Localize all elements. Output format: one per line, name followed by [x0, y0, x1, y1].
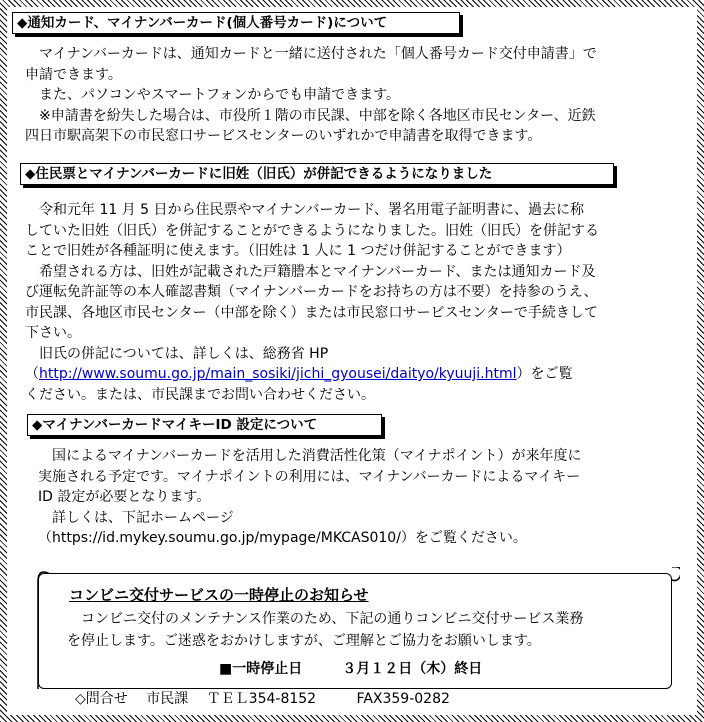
section1-line: 四日市駅高架下の市民窓口サービスセンターのいずれかで申請書を取得できます。	[25, 128, 542, 144]
link-prefix: （	[25, 366, 39, 382]
section2-line: 希望される方は、旧姓が記載された戸籍謄本とマイナンバーカード、または通知カード及	[25, 263, 596, 280]
notice-title: コンビニ交付サービスの一時停止のお知らせ	[69, 586, 369, 604]
stop-date-row	[219, 658, 482, 678]
section2-line: び運転免許証等の本人確認書類（マイナンバーカードをお持ちの方は不要）を持参のうえ、	[25, 284, 598, 300]
section2-line: していた旧姓（旧氏）を併記することができるようになりました。旧姓（旧氏）を併記する	[25, 222, 599, 239]
section2-line: 市民課、各地区市民センター（中部を除く）または市民窓口サービスセンターで手続きして	[25, 304, 598, 321]
section2-line: ください。または、市民課までお問い合わせください。	[25, 386, 375, 403]
section3-body	[38, 446, 581, 549]
section1-line: マイナンバーカードは、通知カードと一緒に送付された「個人番号カード交付申請書」で	[25, 46, 597, 62]
section3-line: （https://id.mykey.soumu.go.jp/mypage/MKCAS010/）をご覧ください。	[38, 530, 527, 546]
section1-body	[25, 44, 597, 147]
section2-line: 下さい。	[25, 325, 81, 341]
section3-line: ID 設定が必要となります。	[38, 489, 211, 505]
notice-line: を停止します。ご迷惑をおかけしますが、ご理解とご協力をお願いします。	[67, 633, 541, 649]
notice-line: コンビニ交付のメンテナンス作業のため、下記の通りコンビニ交付サービス業務	[67, 611, 584, 627]
contact-row	[75, 688, 464, 708]
contact-tel: ＴＥＬ354-8152	[206, 691, 317, 707]
section3-line: 国によるマイナンバーカードを活用した消費活性化策（マイナポイント）が来年度に	[38, 448, 582, 464]
link-suffix: ）をご覧	[516, 366, 573, 382]
section3-line: 実施される予定です。マイナポイントの利用には、マイナンバーカードによるマイキー	[38, 468, 581, 485]
soumu-link[interactable]: http://www.soumu.go.jp/main_sosiki/jichi_gyousei/daityo/kyuuji.html	[39, 366, 517, 382]
contact-label: ◇問合せ	[75, 691, 128, 707]
section1-line: また、パソコンやスマートフォンからでも申請できます。	[25, 87, 401, 103]
section3-heading-text: ◆マイナンバーカードマイキーID 設定について	[32, 417, 318, 433]
section2-heading	[20, 163, 614, 185]
notice-box	[38, 573, 672, 689]
section3-heading	[27, 414, 382, 436]
notice-text	[67, 608, 583, 652]
section2-line: ことで旧姓が各種証明に使えます。（旧姓は 1 人に 1 つだけ併記することができます）	[25, 243, 571, 259]
stop-date: ３月１２日（木）終日	[342, 661, 483, 677]
section3-line: 詳しくは、下記ホームページ	[38, 509, 234, 526]
notice-scroll	[30, 567, 680, 689]
section2-body	[25, 200, 599, 405]
section2-line: 令和元年 11 月 5 日から住民票やマイナンバーカード、署名用電子証明書に、過去に称	[25, 202, 585, 218]
section2-line: 旧氏の併記については、詳しくは、総務省 HP	[25, 345, 329, 362]
contact-fax: FAX359-0282	[356, 691, 450, 707]
section1-heading	[12, 12, 460, 34]
stop-label: ■一時停止日	[219, 661, 303, 677]
section2-heading-text: ◆住民票とマイナンバーカードに旧姓（旧氏）が併記できるようになりました	[25, 166, 493, 182]
section1-line: 申請できます。	[25, 66, 122, 83]
section1-line: ※申請書を紛失した場合は、市役所１階の市民課、中部を除く各地区市民センター、近鉄	[25, 107, 596, 124]
section1-heading-text: ◆通知カード、マイナンバーカード(個人番号カード)について	[17, 15, 388, 31]
contact-dept: 市民課	[146, 691, 189, 707]
section2-link-line	[25, 364, 599, 385]
